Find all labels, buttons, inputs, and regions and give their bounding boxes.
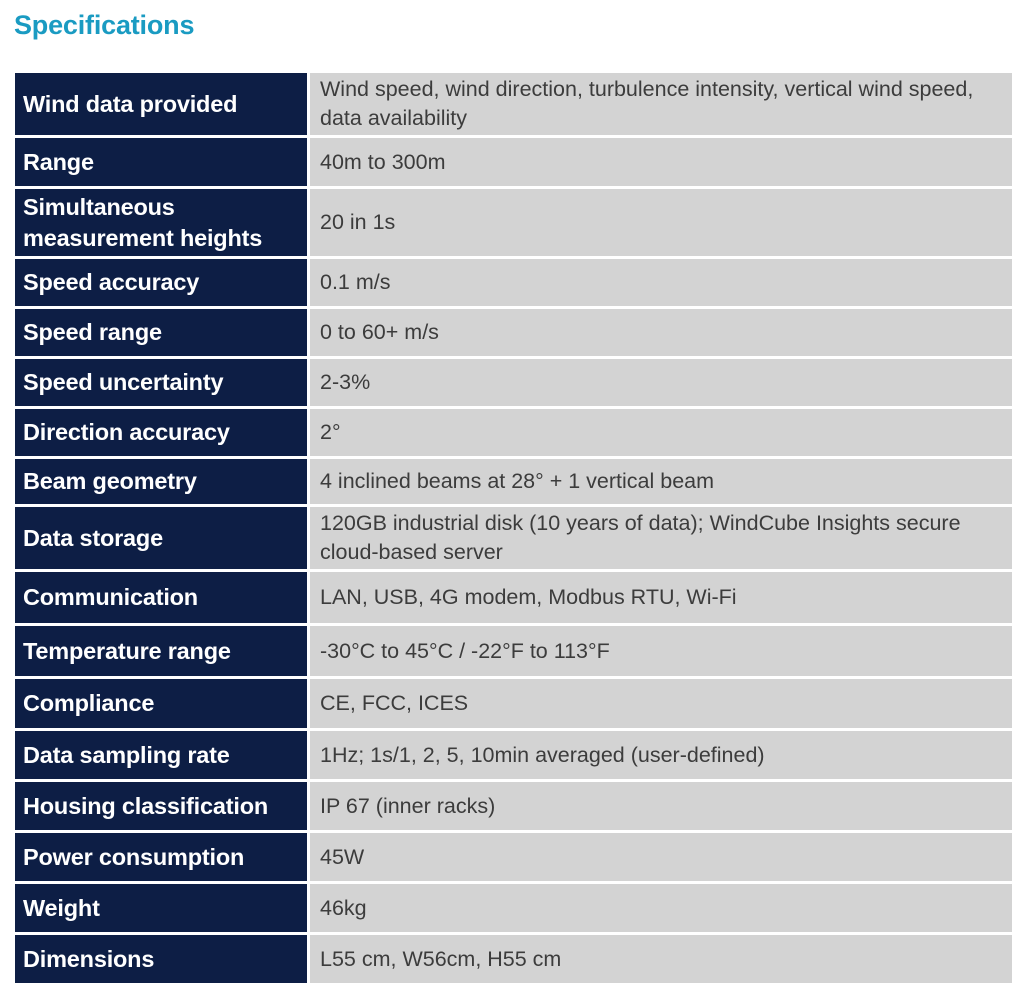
page-title: Specifications	[14, 10, 195, 40]
spec-label: Direction accuracy	[15, 409, 307, 456]
spec-row-weight	[15, 884, 1012, 932]
spec-row-compliance	[15, 679, 1012, 728]
spec-label: Communication	[15, 572, 307, 623]
spec-value: L55 cm, W56cm, H55 cm	[310, 935, 1012, 983]
spec-row-simultaneous-measurement-heights	[15, 189, 1012, 256]
spec-label: Data storage	[15, 507, 307, 569]
spec-row-housing-classification	[15, 782, 1012, 830]
spec-value: CE, FCC, ICES	[310, 679, 1012, 728]
spec-row-data-sampling-rate	[15, 731, 1012, 779]
spec-value: 46kg	[310, 884, 1012, 932]
spec-label: Wind data provided	[15, 73, 307, 135]
spec-row-beam-geometry	[15, 459, 1012, 504]
spec-label: Simultaneous measurement heights	[15, 189, 307, 256]
spec-row-temperature-range	[15, 626, 1012, 676]
spec-label: Data sampling rate	[15, 731, 307, 779]
spec-label: Housing classification	[15, 782, 307, 830]
spec-row-speed-range	[15, 309, 1012, 356]
spec-row-dimensions	[15, 935, 1012, 983]
spec-row-power-consumption	[15, 833, 1012, 881]
spec-label: Speed accuracy	[15, 259, 307, 306]
spec-label: Temperature range	[15, 626, 307, 676]
spec-row-direction-accuracy	[15, 409, 1012, 456]
spec-value: 20 in 1s	[310, 189, 1012, 256]
spec-value: IP 67 (inner racks)	[310, 782, 1012, 830]
spec-label: Compliance	[15, 679, 307, 728]
spec-row-range	[15, 138, 1012, 186]
spec-value: 2°	[310, 409, 1012, 456]
spec-label: Speed range	[15, 309, 307, 356]
specifications-table	[15, 73, 1012, 983]
spec-row-data-storage	[15, 507, 1012, 569]
spec-value: 120GB industrial disk (10 years of data); WindCube Insights secure cloud-based server	[310, 507, 1012, 569]
spec-value: 45W	[310, 833, 1012, 881]
spec-label: Range	[15, 138, 307, 186]
spec-value: 0 to 60+ m/s	[310, 309, 1012, 356]
spec-row-wind-data-provided	[15, 73, 1012, 135]
spec-value: 1Hz; 1s/1, 2, 5, 10min averaged (user-defined)	[310, 731, 1012, 779]
spec-value: -30°C to 45°C / -22°F to 113°F	[310, 626, 1012, 676]
spec-row-communication	[15, 572, 1012, 623]
spec-label: Power consumption	[15, 833, 307, 881]
spec-value: LAN, USB, 4G modem, Modbus RTU, Wi-Fi	[310, 572, 1012, 623]
spec-value: Wind speed, wind direction, turbulence intensity, vertical wind speed, data availability	[310, 73, 1012, 135]
spec-label: Weight	[15, 884, 307, 932]
spec-value: 0.1 m/s	[310, 259, 1012, 306]
spec-row-speed-uncertainty	[15, 359, 1012, 406]
spec-label: Dimensions	[15, 935, 307, 983]
spec-label: Speed uncertainty	[15, 359, 307, 406]
spec-row-speed-accuracy	[15, 259, 1012, 306]
spec-value: 4 inclined beams at 28° + 1 vertical beam	[310, 459, 1012, 504]
spec-label: Beam geometry	[15, 459, 307, 504]
spec-value: 2-3%	[310, 359, 1012, 406]
spec-value: 40m to 300m	[310, 138, 1012, 186]
